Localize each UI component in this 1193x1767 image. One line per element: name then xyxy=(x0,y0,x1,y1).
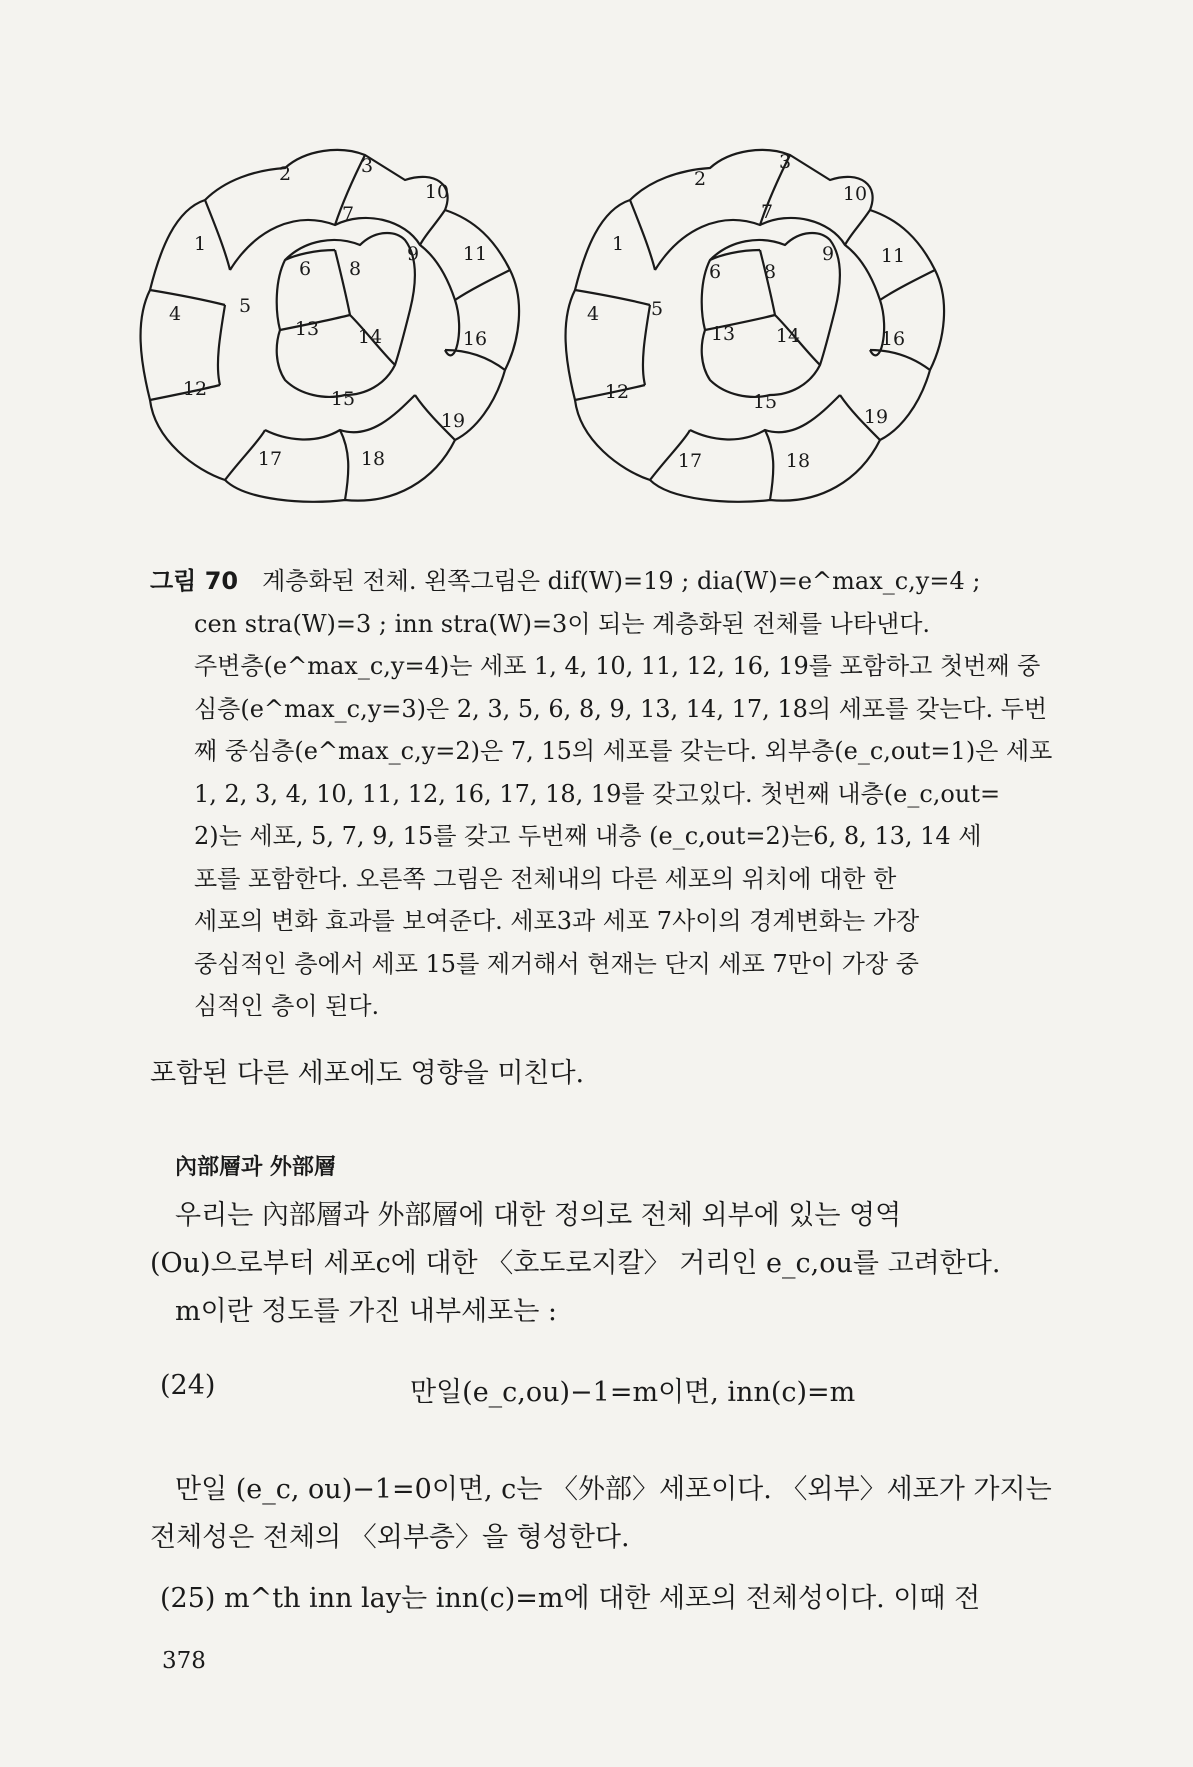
cell-label-18: 18 xyxy=(360,448,386,470)
cell-label-12: 12 xyxy=(604,381,630,403)
body-line: 만일 (e_c, ou)−1=0이면, c는 〈外部〉세포이다. 〈외부〉세포가 가지는 xyxy=(175,1474,1052,1505)
cell-label-7: 7 xyxy=(341,203,355,225)
body-paragraph xyxy=(175,1466,1055,1513)
body-paragraph: (25) m^th inn lay는 inn(c)=m에 대한 세포의 전체성이다. 이때 전 xyxy=(160,1583,981,1614)
body-line: m이란 정도를 가진 내부세포는 : xyxy=(175,1296,558,1327)
caption-line: 1, 2, 3, 4, 10, 11, 12, 16, 17, 18, 19를 갖고있다. 첫번째 내층(e_c,out= xyxy=(194,779,1001,808)
cell-label-7: 7 xyxy=(760,201,774,223)
cell-label-13: 13 xyxy=(710,323,736,345)
cell-label-19: 19 xyxy=(863,406,889,428)
cell-label-12: 12 xyxy=(182,378,208,400)
body-paragraph xyxy=(150,1514,1055,1561)
cell-label-10: 10 xyxy=(424,181,450,203)
cell-label-14: 14 xyxy=(775,325,801,347)
cell-boundaries-outer xyxy=(150,155,510,500)
caption-line: 계층화된 전체. 왼쪽그림은 dif(W)=19 ; dia(W)=e^max_c,y=4 ; xyxy=(262,567,981,595)
body-line: (Ou)으로부터 세포c에 대한 〈호도로지칼〉 거리인 e_c,ou를 고려한다. xyxy=(150,1248,1001,1279)
caption-line: 심층(e^max_c,y=3)은 2, 3, 5, 6, 8, 9, 13, 14, 17, 18의 세포를 갖는다. 두번 xyxy=(194,694,1048,723)
caption-line: 중심적인 층에서 세포 15를 제거해서 현재는 단지 세포 7만이 가장 중 xyxy=(194,949,919,978)
cell-boundaries-inner xyxy=(702,233,840,397)
caption-line: cen stra(W)=3 ; inn stra(W)=3이 되는 계층화된 전체를 나타낸다. xyxy=(194,609,931,638)
cell-label-9: 9 xyxy=(406,243,420,265)
equation: 만일(e_c,ou)−1=m이면, inn(c)=m xyxy=(410,1377,856,1408)
cell-label-2: 2 xyxy=(693,168,707,190)
cell-label-19: 19 xyxy=(440,410,466,432)
caption-line: 세포의 변화 효과를 보여준다. 세포3과 세포 7사이의 경계변화는 가장 xyxy=(194,907,920,935)
cell-label-17: 17 xyxy=(257,448,283,470)
cell-label-2: 2 xyxy=(278,163,292,185)
figure-caption xyxy=(150,560,1055,1028)
cell-label-14: 14 xyxy=(357,326,383,348)
page-number: 378 xyxy=(162,1648,206,1674)
cell-label-4: 4 xyxy=(168,303,182,325)
caption-line: 주변층(e^max_c,y=4)는 세포 1, 4, 10, 11, 12, 16, 19를 포함하고 첫번째 중 xyxy=(194,652,1041,680)
cell-label-1: 1 xyxy=(611,233,625,255)
cell-label-8: 8 xyxy=(348,258,362,280)
caption-line: 포를 포함한다. 오른쪽 그림은 전체내의 다른 세포의 위치에 대한 한 xyxy=(194,864,897,893)
left-cell-diagram xyxy=(135,140,550,510)
body-paragraph xyxy=(175,1192,1055,1239)
cell-label-5: 5 xyxy=(650,298,664,320)
right-cell-diagram xyxy=(560,140,975,510)
cell-label-3: 3 xyxy=(778,151,792,173)
cell-label-15: 15 xyxy=(330,388,356,410)
section-heading: 內部層과 外部層 xyxy=(175,1155,336,1180)
cell-label-11: 11 xyxy=(880,245,906,267)
cell-label-4: 4 xyxy=(586,303,600,325)
caption-line: 2)는 세포, 5, 7, 9, 15를 갖고 두번째 내층 (e_c,out=2)는6, 8, 13, 14 세 xyxy=(194,822,982,850)
body-paragraph xyxy=(175,1288,1055,1335)
body-line: 우리는 內部層과 外部層에 대한 정의로 전체 외부에 있는 영역 xyxy=(175,1200,902,1231)
cell-label-11: 11 xyxy=(462,243,488,265)
cell-label-16: 16 xyxy=(462,328,488,350)
cell-label-16: 16 xyxy=(880,328,906,350)
cell-label-6: 6 xyxy=(708,261,722,283)
cell-outer-boundary xyxy=(566,150,945,502)
cell-label-9: 9 xyxy=(821,243,835,265)
equation-number: (24) xyxy=(160,1370,216,1401)
cell-label-3: 3 xyxy=(360,155,374,177)
cell-outer-boundary xyxy=(141,150,520,502)
cell-label-6: 6 xyxy=(298,258,312,280)
cell-label-13: 13 xyxy=(294,318,320,340)
caption-line: 심적인 층이 된다. xyxy=(194,992,380,1020)
body-paragraph xyxy=(150,1240,1055,1287)
cell-label-10: 10 xyxy=(842,183,868,205)
cell-label-18: 18 xyxy=(785,450,811,472)
body-paragraph: 포함된 다른 세포에도 영향을 미친다. xyxy=(150,1058,585,1089)
cell-label-1: 1 xyxy=(193,233,207,255)
cell-label-8: 8 xyxy=(763,261,777,283)
cell-label-17: 17 xyxy=(677,450,703,472)
cell-boundaries-inner xyxy=(277,233,415,397)
body-line: 전체성은 전체의 〈외부층〉을 형성한다. xyxy=(150,1522,630,1553)
cell-label-5: 5 xyxy=(238,295,252,317)
caption-line: 째 중심층(e^max_c,y=2)은 7, 15의 세포를 갖는다. 외부층(e_c,out=1)은 세포 xyxy=(194,737,1053,765)
caption-label: 그림 70 xyxy=(150,567,239,595)
cell-label-15: 15 xyxy=(752,391,778,413)
